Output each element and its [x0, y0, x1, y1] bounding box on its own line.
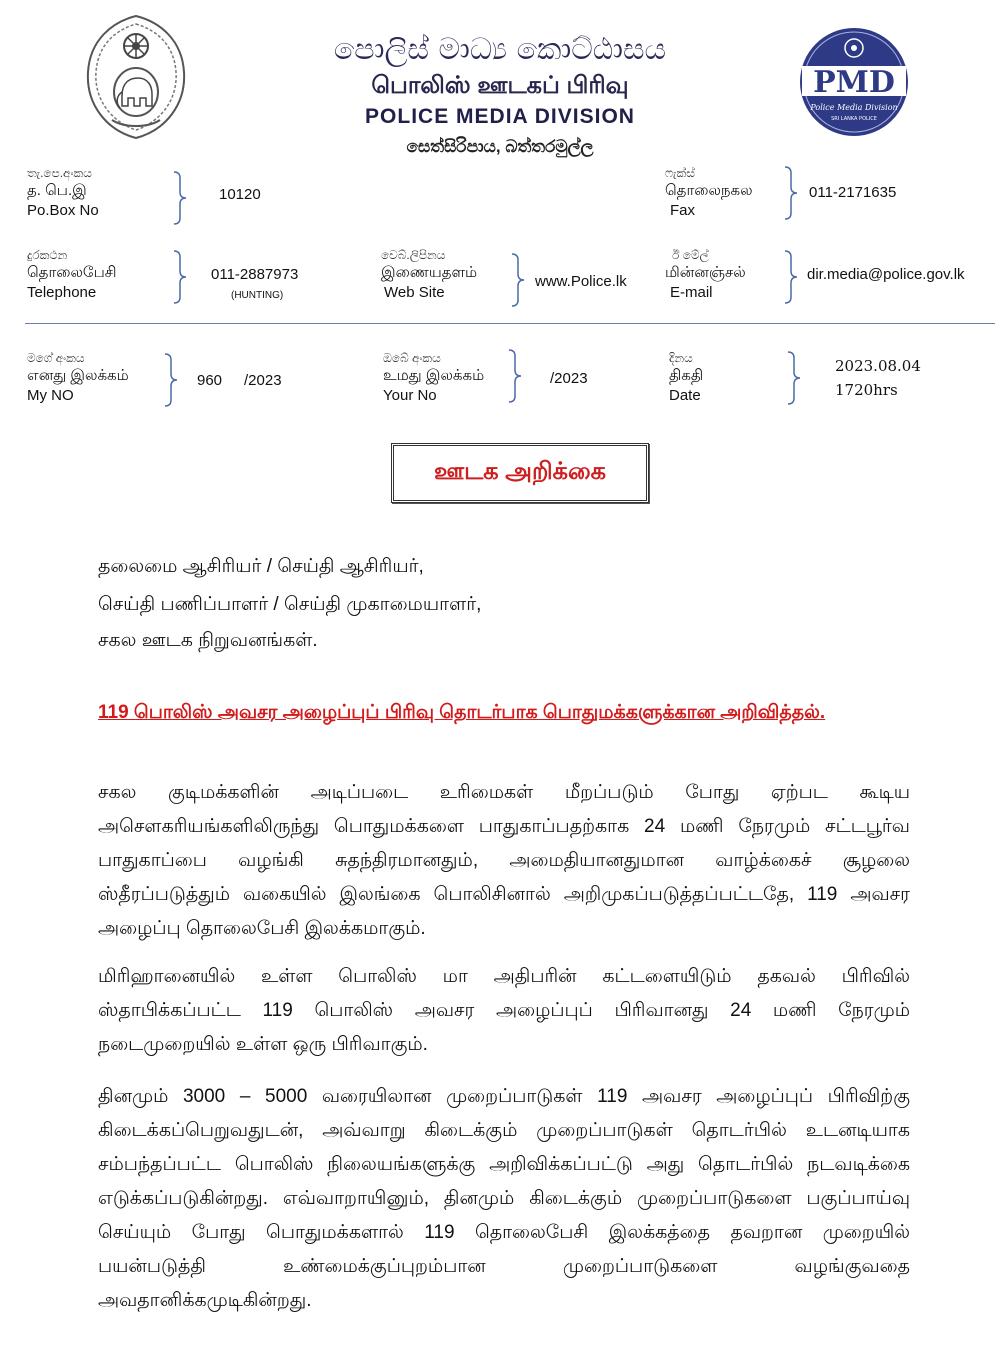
email-label-en: E-mail [670, 284, 713, 301]
website-label-si: වෙබ්.ලිපිනය [381, 248, 446, 262]
date-label-si: දිනය [669, 351, 693, 365]
telephone-label-en: Telephone [27, 284, 97, 301]
myno-label-en: My NO [27, 387, 74, 404]
myno-year: /2023 [244, 372, 282, 389]
title-english: POLICE MEDIA DIVISION [365, 105, 635, 128]
pobox-label-en: Po.Box No [27, 202, 99, 219]
brace-icon [783, 165, 801, 221]
subject-heading: 119 பொலிஸ் அவசர அழைப்புப் பிரிவு தொடர்பாக பொதுமக்களுக்கான அறிவித்தல். [98, 702, 826, 723]
website-value[interactable]: www.Police.lk [535, 273, 627, 290]
brace-icon [172, 249, 190, 305]
date-label-en: Date [669, 387, 701, 404]
myno-label [27, 350, 129, 406]
date-value: 2023.08.04 [835, 357, 921, 375]
telephone-label-si: දුරකථන [27, 248, 68, 262]
brace-icon [163, 352, 181, 408]
date-time: 1720hrs [835, 381, 898, 399]
body-paragraph: தினமும் 3000 – 5000 வரையிலான முறைப்பாடுகள் 119 அவசர அழைப்புப் பிரிவிற்கு கிடைக்கப்பெறுவதுடன், அவ்வாறு கிடைக்கும் முறைப்பாடுகள் தொடர்பில் உடனடியாக சம்பந்தப்பட்ட பொலிஸ் நிலையங்களுக்கு அறிவிக்கப்பட்டு அது தொடர்பில் நடவடிக்கை எடுக்கப்படுகின்றது. எவ்வாறாயினும், தினமும் கிடைக்கும் முறைப்பாடுகளை பகுப்பாய்வு செய்யும் போது பொதுமக்களால் 119 தொலைபேசி இலக்கத்தை தவறான முறையில் பயன்படுத்தி உண்மைக்குப்புறம்பான முறைப்பாடுகளை வழங்குவதை அவதானிக்கமுடிகின்றது. [98, 1086, 911, 1311]
myno-label-si: මගේ අංකය [27, 351, 85, 365]
notice-title: ஊடக அறிக்கை [433, 458, 607, 485]
brace-icon [783, 249, 801, 305]
date-label-ta: திகதி [669, 367, 704, 384]
brace-icon [510, 252, 528, 308]
pobox-value: 10120 [219, 186, 261, 203]
fax-label-si: ෆැක්ස් [665, 166, 695, 180]
fax-value: 011-2171635 [809, 184, 897, 201]
addressee-line: செய்தி பணிப்பாளர் / செய்தி முகாமையாளர், [98, 594, 482, 615]
title-sinhala: පොලිස් මාධ්‍ය කොට්ඨාසය [333, 32, 667, 67]
header-address: සෙත්සිරිපාය, බත්තරමුල්ල [406, 137, 594, 156]
telephone-label-ta: தொலைபேசி [27, 264, 117, 281]
email-value[interactable]: dir.media@police.gov.lk [807, 266, 965, 283]
date-label [669, 350, 703, 406]
yourno-label-en: Your No [383, 387, 437, 404]
brace-icon [786, 350, 804, 406]
website-label-ta: இணையதளம் [381, 264, 478, 281]
body-paragraph: சகல குடிமக்களின் அடிப்படை உரிமைகள் மீறப்படும் போது ஏற்பட கூடிய அசௌகரியங்களிலிருந்து பொதுமக்களை பாதுகாப்பதற்காக 24 மணி நேரமும் சட்டபூர்வ பாதுகாப்பை வழங்கி சுதந்திரமானதும், அமைதியானதுமான வாழ்க்கைச் சூழலை ஸ்தீரப்படுத்தும் வகையில் இலங்கை பொலிசினால் அறிமுகப்படுத்தப்பட்டதே, 119 அவசர அழைப்பு தொலைபேசி இலக்கமாகும். [98, 782, 910, 939]
brace-icon [172, 170, 190, 226]
email-label-ta: மின்னஞ்சல் [665, 264, 746, 281]
notice-title-box [391, 443, 649, 503]
yourno-label [383, 350, 484, 406]
telephone-value: 011-2887973 [211, 266, 299, 283]
pobox-label-si: තැ.පෙ.අංකය [27, 166, 92, 180]
email-label [665, 247, 746, 303]
telephone-hunting: (HUNTING) [231, 290, 284, 301]
yourno-year: /2023 [550, 370, 588, 387]
header-divider [25, 323, 995, 324]
fax-label [665, 165, 753, 221]
pmd-logo-text: PMD [813, 65, 895, 100]
myno-number: 960 [197, 372, 223, 389]
website-label [381, 247, 477, 303]
website-label-en: Web Site [384, 284, 445, 301]
pobox-label [27, 165, 99, 221]
pmd-logo-country: SRI LANKA POLICE [831, 116, 877, 122]
myno-label-ta: எனது இலக்கம் [27, 367, 129, 384]
addressee-line: சகல ஊடக நிறுவனங்கள். [98, 630, 318, 651]
brace-icon [507, 348, 525, 404]
yourno-label-ta: உமது இலக்கம் [383, 367, 485, 384]
yourno-label-si: ඔබේ අංකය [383, 351, 441, 365]
email-label-si: ඊ මේල් [672, 248, 709, 262]
fax-label-ta: தொலைநகல [665, 182, 753, 199]
title-tamil: பொலிஸ் ஊடகப் பிரிவு [371, 72, 629, 99]
fax-label-en: Fax [670, 202, 696, 219]
body-paragraph: மிரிஹானையில் உள்ள பொலிஸ் மா அதிபரின் கட்டளையிடும் தகவல் பிரிவில் ஸ்தாபிக்கப்பட்ட 119 பொலிஸ் அவசர அழைப்புப் பிரிவானது 24 மணி நேரமும் நடைமுறையில் உள்ள ஒரு பிரிவாகும். [98, 966, 910, 1055]
pmd-logo-subtext: Police Media Division [810, 103, 898, 112]
addressee-line: தலைமை ஆசிரியர் / செய்தி ஆசிரியர், [98, 556, 424, 577]
telephone-label [27, 247, 117, 303]
pobox-label-ta: த. பெ.இ [27, 182, 87, 199]
